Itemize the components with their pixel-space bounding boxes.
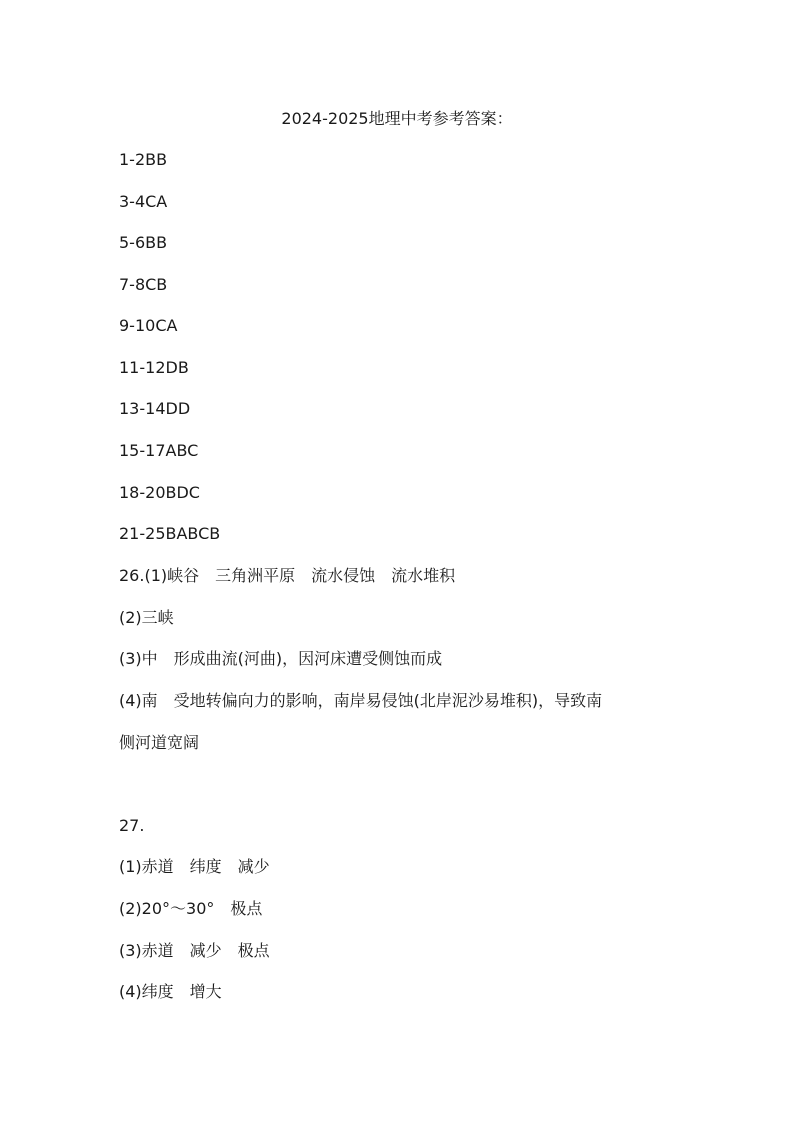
q27-answer-4: (4)纬度 增大 xyxy=(119,982,222,1001)
answer-line-3: 5-6BB xyxy=(119,233,168,252)
q27-heading: 27. xyxy=(119,816,145,835)
q26-answer-4: (4)南 受地转偏向力的影响，南岸易侵蚀(北岸泥沙易堆积)，导致南 xyxy=(119,691,603,710)
answer-line-6: 11-12DB xyxy=(119,358,189,377)
q27-answer-3: (3)赤道 减少 极点 xyxy=(119,941,270,960)
q26-answer-3: (3)中 形成曲流(河曲)，因河床遭受侧蚀而成 xyxy=(119,649,443,668)
q26-answer-2: (2)三峡 xyxy=(119,608,174,627)
q26-answer-4-continued: 侧河道宽阔 xyxy=(119,733,200,752)
answer-line-2: 3-4CA xyxy=(119,192,168,211)
answer-line-4: 7-8CB xyxy=(119,275,168,294)
q26-answer-1: 26.(1)峡谷 三角洲平原 流水侵蚀 流水堆积 xyxy=(119,566,456,585)
page-title: 2024-2025地理中考参考答案： xyxy=(281,109,513,128)
answer-line-8: 15-17ABC xyxy=(119,441,199,460)
answer-line-7: 13-14DD xyxy=(119,399,191,418)
q27-answer-2: (2)20°～30° 极点 xyxy=(119,899,263,918)
answer-line-1: 1-2BB xyxy=(119,150,168,169)
answer-line-10: 21-25BABCB xyxy=(119,524,221,543)
answer-line-9: 18-20BDC xyxy=(119,483,200,502)
q27-answer-1: (1)赤道 纬度 减少 xyxy=(119,857,270,876)
answer-line-5: 9-10CA xyxy=(119,316,178,335)
